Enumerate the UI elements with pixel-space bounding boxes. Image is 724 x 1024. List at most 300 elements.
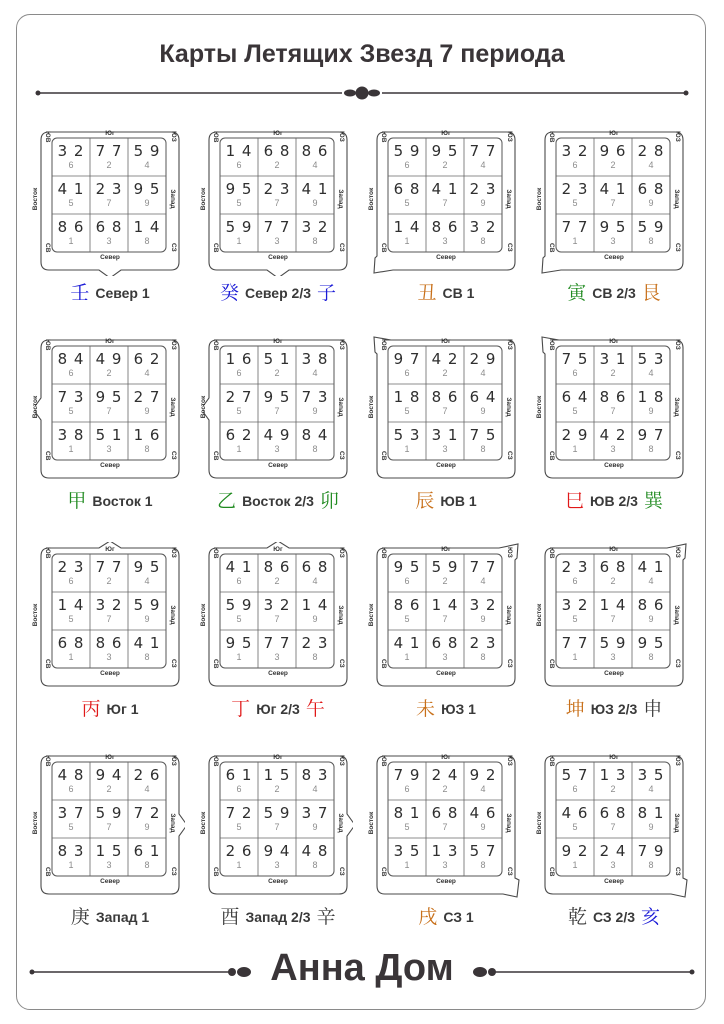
palace-cell bbox=[556, 554, 594, 592]
palace-cell bbox=[556, 138, 594, 176]
palace-cell bbox=[388, 554, 426, 592]
direction-label-right: Запад bbox=[505, 813, 512, 833]
palace-cell bbox=[258, 214, 296, 252]
flying-star-chart-nw-1 bbox=[368, 754, 516, 895]
palace-cell bbox=[594, 422, 632, 460]
direction-period-text: Север 1 bbox=[95, 285, 150, 301]
direction-label-br: СЗ bbox=[506, 451, 513, 460]
star-grid bbox=[220, 762, 334, 876]
palace-cell bbox=[556, 384, 594, 422]
direction-period-text: СЗ 2/3 bbox=[592, 909, 636, 925]
direction-label-bottom: Север bbox=[436, 670, 456, 677]
direction-period-text: ЮЗ 2/3 bbox=[590, 701, 638, 717]
star-pair: 4 1 bbox=[637, 558, 665, 576]
direction-label-bl: СВ bbox=[212, 243, 219, 253]
star-pair: 9 7 bbox=[393, 350, 421, 368]
direction-label-left: Восток bbox=[200, 603, 207, 627]
direction-label-bl: СВ bbox=[44, 243, 51, 253]
base-star: 4 bbox=[480, 160, 486, 170]
base-star: 8 bbox=[144, 860, 150, 870]
base-star: 4 bbox=[648, 784, 654, 794]
base-star: 3 bbox=[442, 444, 448, 454]
chart-caption-se-23 bbox=[529, 489, 699, 513]
direction-label-right: Запад bbox=[673, 189, 680, 209]
direction-label-left: Восток bbox=[200, 187, 207, 211]
mountain-glyph-secondary: 艮 bbox=[641, 282, 661, 304]
base-star: 2 bbox=[442, 784, 448, 794]
palace-cell bbox=[258, 138, 296, 176]
star-pair: 7 7 bbox=[561, 634, 589, 652]
star-pair: 7 7 bbox=[95, 558, 123, 576]
star-pair: 8 6 bbox=[599, 388, 627, 406]
direction-label-br: СЗ bbox=[338, 659, 345, 668]
base-star: 6 bbox=[572, 576, 578, 586]
direction-label-bottom: Север bbox=[604, 254, 624, 261]
palace-cell bbox=[464, 176, 502, 214]
star-pair: 2 3 bbox=[95, 180, 123, 198]
base-star: 8 bbox=[144, 444, 150, 454]
star-pair: 4 1 bbox=[393, 634, 421, 652]
star-pair: 3 8 bbox=[57, 426, 85, 444]
mountain-glyph-secondary: 辛 bbox=[316, 906, 336, 928]
star-pair: 9 4 bbox=[263, 842, 291, 860]
palace-cell bbox=[296, 630, 334, 668]
mountain-glyph: 辰 bbox=[415, 490, 435, 512]
chart-caption-east-1 bbox=[25, 489, 195, 513]
mountain-glyph-secondary: 卯 bbox=[319, 490, 339, 512]
mountain-glyph: 乙 bbox=[217, 490, 237, 512]
palace-cell bbox=[258, 800, 296, 838]
chart-caption-se-1 bbox=[361, 489, 531, 513]
palace-cell bbox=[128, 176, 166, 214]
direction-label-br: СЗ bbox=[338, 451, 345, 460]
direction-label-top: Юг bbox=[105, 546, 115, 553]
palace-cell bbox=[296, 592, 334, 630]
chart-caption-north-23 bbox=[193, 281, 363, 305]
base-star: 5 bbox=[404, 822, 410, 832]
star-pair: 4 6 bbox=[469, 804, 497, 822]
direction-period-text: Север 2/3 bbox=[244, 285, 311, 301]
star-pair: 7 7 bbox=[561, 218, 589, 236]
base-star: 2 bbox=[274, 784, 280, 794]
palace-cell bbox=[90, 762, 128, 800]
star-pair: 6 8 bbox=[637, 180, 665, 198]
base-star: 2 bbox=[274, 160, 280, 170]
base-star: 1 bbox=[68, 444, 74, 454]
palace-cell bbox=[464, 554, 502, 592]
direction-label-bottom: Север bbox=[268, 878, 288, 885]
star-pair: 5 9 bbox=[599, 634, 627, 652]
star-pair: 3 2 bbox=[301, 218, 329, 236]
base-star: 1 bbox=[404, 236, 410, 246]
star-pair: 7 5 bbox=[469, 426, 497, 444]
star-pair: 8 1 bbox=[637, 804, 665, 822]
mountain-glyph: 丑 bbox=[417, 282, 437, 304]
base-star: 5 bbox=[236, 406, 242, 416]
palace-cell bbox=[388, 214, 426, 252]
palace-cell bbox=[426, 762, 464, 800]
base-star: 3 bbox=[106, 236, 112, 246]
star-pair: 2 3 bbox=[57, 558, 85, 576]
star-pair: 2 7 bbox=[133, 388, 161, 406]
base-star: 3 bbox=[274, 860, 280, 870]
base-star: 9 bbox=[144, 614, 150, 624]
palace-cell bbox=[594, 762, 632, 800]
palace-cell bbox=[220, 138, 258, 176]
palace-cell bbox=[52, 762, 90, 800]
base-star: 1 bbox=[572, 236, 578, 246]
direction-label-br: СЗ bbox=[674, 659, 681, 668]
direction-label-tr: ЮЗ bbox=[338, 755, 345, 766]
chart-caption-sw-1 bbox=[361, 697, 531, 721]
direction-label-br: СЗ bbox=[338, 867, 345, 876]
direction-label-bottom: Север bbox=[604, 878, 624, 885]
star-grid bbox=[388, 554, 502, 668]
direction-label-tl: ЮВ bbox=[548, 131, 555, 143]
base-star: 3 bbox=[610, 444, 616, 454]
direction-label-bottom: Север bbox=[100, 462, 120, 469]
star-pair: 1 8 bbox=[637, 388, 665, 406]
palace-cell bbox=[52, 176, 90, 214]
star-pair: 5 9 bbox=[133, 596, 161, 614]
direction-period-text: ЮВ 1 bbox=[440, 493, 477, 509]
direction-label-top: Юг bbox=[105, 130, 115, 137]
star-pair: 8 3 bbox=[57, 842, 85, 860]
base-star: 7 bbox=[106, 822, 112, 832]
base-star: 7 bbox=[610, 406, 616, 416]
base-star: 6 bbox=[404, 368, 410, 378]
palace-cell bbox=[90, 592, 128, 630]
direction-label-bl: СВ bbox=[380, 451, 387, 461]
star-pair: 2 3 bbox=[469, 180, 497, 198]
palace-cell bbox=[128, 384, 166, 422]
direction-label-right: Запад bbox=[337, 397, 344, 417]
palace-cell bbox=[632, 800, 670, 838]
star-pair: 7 2 bbox=[225, 804, 253, 822]
base-star: 5 bbox=[68, 198, 74, 208]
palace-cell bbox=[258, 762, 296, 800]
base-star: 1 bbox=[404, 652, 410, 662]
star-pair: 5 9 bbox=[637, 218, 665, 236]
direction-label-bottom: Север bbox=[436, 254, 456, 261]
direction-label-top: Юг bbox=[273, 546, 283, 553]
direction-period-text: ЮВ 2/3 bbox=[590, 493, 638, 509]
star-grid bbox=[52, 762, 166, 876]
palace-cell bbox=[128, 800, 166, 838]
mountain-glyph-secondary: 巽 bbox=[643, 490, 663, 512]
palace-cell bbox=[90, 800, 128, 838]
direction-label-left: Восток bbox=[368, 811, 375, 835]
direction-label-left: Восток bbox=[32, 603, 39, 627]
base-star: 4 bbox=[648, 576, 654, 586]
direction-label-top: Юг bbox=[273, 338, 283, 345]
direction-label-top: Юг bbox=[441, 754, 451, 761]
direction-label-bl: СВ bbox=[548, 451, 555, 461]
star-pair: 8 4 bbox=[301, 426, 329, 444]
star-pair: 9 5 bbox=[431, 142, 459, 160]
star-pair: 6 8 bbox=[599, 558, 627, 576]
palace-cell bbox=[464, 138, 502, 176]
direction-label-tl: ЮВ bbox=[212, 547, 219, 559]
base-star: 9 bbox=[480, 198, 486, 208]
palace-cell bbox=[90, 384, 128, 422]
palace-cell bbox=[90, 838, 128, 876]
palace-cell bbox=[426, 422, 464, 460]
palace-cell bbox=[128, 346, 166, 384]
direction-label-tr: ЮЗ bbox=[674, 131, 681, 142]
palace-cell bbox=[296, 138, 334, 176]
direction-label-top: Юг bbox=[441, 130, 451, 137]
palace-cell bbox=[632, 384, 670, 422]
star-pair: 1 6 bbox=[133, 426, 161, 444]
star-pair: 6 1 bbox=[133, 842, 161, 860]
star-pair: 4 1 bbox=[301, 180, 329, 198]
star-pair: 7 7 bbox=[95, 142, 123, 160]
palace-cell bbox=[464, 214, 502, 252]
direction-label-tr: ЮЗ bbox=[674, 547, 681, 558]
star-grid bbox=[52, 346, 166, 460]
palace-cell bbox=[52, 422, 90, 460]
flying-star-chart-south-1 bbox=[32, 546, 180, 687]
star-pair: 3 2 bbox=[469, 596, 497, 614]
direction-label-top: Юг bbox=[609, 546, 619, 553]
star-pair: 8 6 bbox=[263, 558, 291, 576]
star-pair: 4 9 bbox=[263, 426, 291, 444]
base-star: 8 bbox=[312, 236, 318, 246]
star-pair: 9 2 bbox=[561, 842, 589, 860]
palace-cell bbox=[296, 346, 334, 384]
palace-cell bbox=[90, 422, 128, 460]
star-pair: 5 7 bbox=[561, 766, 589, 784]
mountain-glyph: 寅 bbox=[567, 282, 587, 304]
palace-cell bbox=[90, 346, 128, 384]
star-pair: 3 7 bbox=[57, 804, 85, 822]
base-star: 3 bbox=[442, 652, 448, 662]
base-star: 7 bbox=[106, 198, 112, 208]
direction-label-bl: СВ bbox=[44, 451, 51, 461]
base-star: 3 bbox=[274, 652, 280, 662]
palace-cell bbox=[426, 384, 464, 422]
star-pair: 7 2 bbox=[133, 804, 161, 822]
star-pair: 2 6 bbox=[133, 766, 161, 784]
palace-cell bbox=[52, 138, 90, 176]
star-pair: 1 4 bbox=[225, 142, 253, 160]
star-pair: 3 2 bbox=[561, 142, 589, 160]
palace-cell bbox=[426, 800, 464, 838]
palace-cell bbox=[464, 630, 502, 668]
direction-period-text: Запад 2/3 bbox=[245, 909, 311, 925]
palace-cell bbox=[632, 346, 670, 384]
direction-label-bl: СВ bbox=[44, 867, 51, 877]
direction-label-tr: ЮЗ bbox=[170, 131, 177, 142]
direction-label-tr: ЮЗ bbox=[338, 131, 345, 142]
chart-caption-ne-1 bbox=[361, 281, 531, 305]
star-pair: 6 4 bbox=[469, 388, 497, 406]
star-pair: 1 4 bbox=[431, 596, 459, 614]
direction-label-br: СЗ bbox=[506, 243, 513, 252]
palace-cell bbox=[632, 422, 670, 460]
base-star: 9 bbox=[648, 406, 654, 416]
base-star: 3 bbox=[442, 236, 448, 246]
palace-cell bbox=[128, 592, 166, 630]
chart-caption-nw-1 bbox=[361, 905, 531, 929]
palace-cell bbox=[464, 800, 502, 838]
palace-cell bbox=[556, 346, 594, 384]
star-pair: 5 9 bbox=[431, 558, 459, 576]
direction-period-text: Запад 1 bbox=[95, 909, 150, 925]
footer-brand: Анна Дом bbox=[270, 947, 454, 989]
star-pair: 1 4 bbox=[57, 596, 85, 614]
direction-label-tr: ЮЗ bbox=[170, 755, 177, 766]
star-pair: 9 5 bbox=[133, 558, 161, 576]
direction-label-tl: ЮВ bbox=[212, 131, 219, 143]
star-pair: 4 1 bbox=[599, 180, 627, 198]
palace-cell bbox=[426, 138, 464, 176]
direction-label-tl: ЮВ bbox=[380, 547, 387, 559]
palace-cell bbox=[632, 630, 670, 668]
base-star: 8 bbox=[480, 236, 486, 246]
direction-label-tl: ЮВ bbox=[548, 547, 555, 559]
direction-label-left: Восток bbox=[200, 395, 207, 419]
flying-star-chart-west-1 bbox=[32, 754, 180, 895]
base-star: 7 bbox=[442, 822, 448, 832]
star-pair: 3 1 bbox=[431, 426, 459, 444]
flying-star-chart-west-23 bbox=[200, 754, 348, 895]
mountain-glyph: 酉 bbox=[220, 906, 240, 928]
star-pair: 8 6 bbox=[431, 388, 459, 406]
star-pair: 6 4 bbox=[561, 388, 589, 406]
direction-label-left: Восток bbox=[536, 811, 543, 835]
star-grid bbox=[388, 346, 502, 460]
flying-star-chart-east-23 bbox=[200, 338, 348, 479]
palace-cell bbox=[632, 554, 670, 592]
palace-cell bbox=[258, 838, 296, 876]
base-star: 2 bbox=[442, 368, 448, 378]
star-pair: 9 5 bbox=[95, 388, 123, 406]
direction-label-br: СЗ bbox=[674, 867, 681, 876]
star-pair: 6 2 bbox=[133, 350, 161, 368]
palace-cell bbox=[594, 838, 632, 876]
flying-star-chart-north-23 bbox=[200, 130, 348, 271]
base-star: 6 bbox=[68, 368, 74, 378]
palace-cell bbox=[220, 554, 258, 592]
palace-cell bbox=[296, 554, 334, 592]
star-pair: 4 8 bbox=[301, 842, 329, 860]
star-grid bbox=[556, 554, 670, 668]
star-pair: 9 5 bbox=[393, 558, 421, 576]
direction-label-br: СЗ bbox=[338, 243, 345, 252]
mountain-glyph: 巳 bbox=[565, 490, 585, 512]
base-star: 1 bbox=[68, 860, 74, 870]
star-pair: 2 8 bbox=[637, 142, 665, 160]
base-star: 9 bbox=[312, 822, 318, 832]
star-pair: 1 3 bbox=[431, 842, 459, 860]
star-pair: 3 7 bbox=[301, 804, 329, 822]
star-pair: 4 1 bbox=[133, 634, 161, 652]
base-star: 9 bbox=[144, 198, 150, 208]
palace-cell bbox=[258, 422, 296, 460]
star-grid bbox=[556, 138, 670, 252]
direction-label-right: Запад bbox=[169, 605, 176, 625]
base-star: 2 bbox=[274, 576, 280, 586]
flying-star-chart-se-1 bbox=[368, 338, 516, 479]
direction-label-tr: ЮЗ bbox=[506, 339, 513, 350]
palace-cell bbox=[220, 346, 258, 384]
direction-label-tl: ЮВ bbox=[380, 131, 387, 143]
star-pair: 8 6 bbox=[431, 218, 459, 236]
base-star: 5 bbox=[236, 198, 242, 208]
base-star: 3 bbox=[106, 444, 112, 454]
palace-cell bbox=[128, 554, 166, 592]
star-grid bbox=[556, 346, 670, 460]
base-star: 2 bbox=[610, 160, 616, 170]
direction-label-tr: ЮЗ bbox=[338, 339, 345, 350]
star-pair: 3 2 bbox=[469, 218, 497, 236]
star-pair: 2 3 bbox=[263, 180, 291, 198]
base-star: 4 bbox=[480, 576, 486, 586]
base-star: 9 bbox=[480, 614, 486, 624]
palace-cell bbox=[388, 422, 426, 460]
flying-star-chart-south-23 bbox=[200, 546, 348, 687]
direction-label-top: Юг bbox=[609, 754, 619, 761]
palace-cell bbox=[426, 592, 464, 630]
direction-label-right: Запад bbox=[169, 397, 176, 417]
star-pair: 7 9 bbox=[637, 842, 665, 860]
direction-label-br: СЗ bbox=[674, 451, 681, 460]
star-pair: 3 5 bbox=[637, 766, 665, 784]
palace-cell bbox=[90, 554, 128, 592]
star-pair: 8 6 bbox=[393, 596, 421, 614]
base-star: 7 bbox=[274, 614, 280, 624]
palace-cell bbox=[464, 346, 502, 384]
base-star: 6 bbox=[404, 784, 410, 794]
palace-cell bbox=[594, 630, 632, 668]
base-star: 2 bbox=[106, 576, 112, 586]
direction-label-right: Запад bbox=[337, 605, 344, 625]
star-pair: 8 6 bbox=[57, 218, 85, 236]
direction-label-left: Восток bbox=[32, 395, 39, 419]
star-grid bbox=[388, 762, 502, 876]
direction-label-tr: ЮЗ bbox=[506, 131, 513, 142]
direction-label-left: Восток bbox=[368, 603, 375, 627]
base-star: 7 bbox=[106, 406, 112, 416]
star-pair: 5 9 bbox=[225, 596, 253, 614]
star-pair: 6 8 bbox=[57, 634, 85, 652]
base-star: 3 bbox=[274, 444, 280, 454]
base-star: 9 bbox=[312, 614, 318, 624]
base-star: 2 bbox=[106, 160, 112, 170]
base-star: 5 bbox=[68, 614, 74, 624]
base-star: 2 bbox=[106, 368, 112, 378]
star-grid bbox=[52, 138, 166, 252]
palace-cell bbox=[388, 592, 426, 630]
direction-label-top: Юг bbox=[441, 546, 451, 553]
palace-cell bbox=[632, 762, 670, 800]
star-grid bbox=[556, 762, 670, 876]
star-pair: 5 1 bbox=[95, 426, 123, 444]
base-star: 4 bbox=[144, 784, 150, 794]
palace-cell bbox=[594, 214, 632, 252]
base-star: 4 bbox=[312, 368, 318, 378]
base-star: 6 bbox=[68, 784, 74, 794]
palace-cell bbox=[220, 422, 258, 460]
palace-cell bbox=[52, 838, 90, 876]
chart-caption-north-1 bbox=[25, 281, 195, 305]
direction-label-bottom: Север bbox=[604, 670, 624, 677]
direction-label-bl: СВ bbox=[212, 867, 219, 877]
chart-caption-sw-23 bbox=[529, 697, 699, 721]
star-pair: 1 4 bbox=[393, 218, 421, 236]
